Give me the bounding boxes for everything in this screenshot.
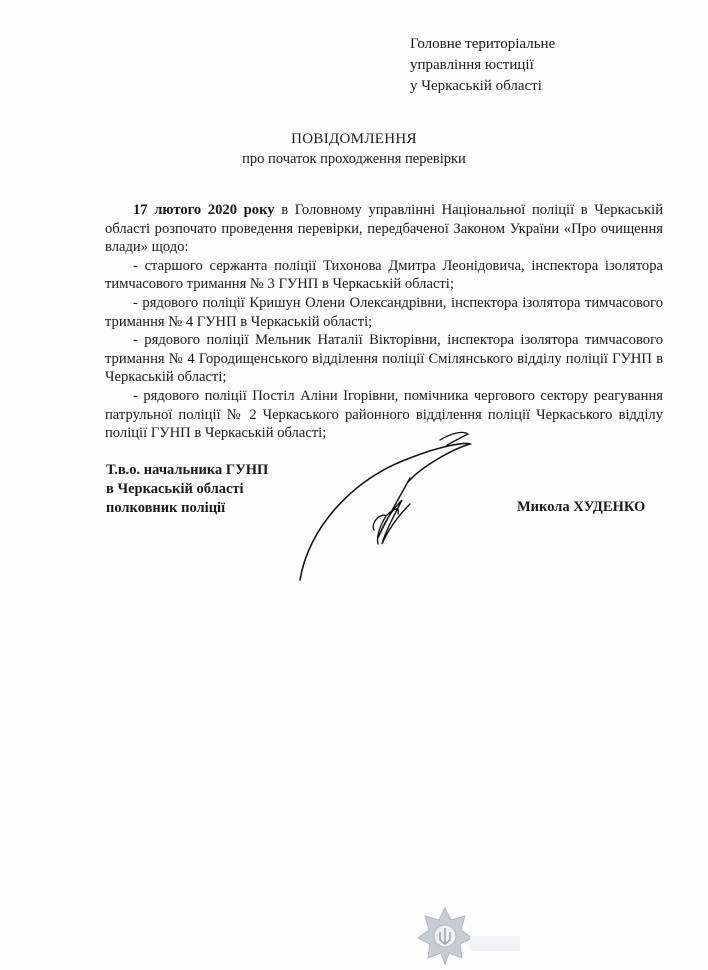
addressee-block	[410, 34, 555, 97]
document-title: ПОВІДОМЛЕННЯ	[291, 131, 417, 147]
signatory-line-1: Т.в.о. начальника ГУНП	[106, 462, 269, 478]
handwritten-signature	[290, 420, 520, 590]
signatory-line-3: полковник поліції	[106, 500, 226, 516]
addressee-line-1: Головне територіальне	[410, 36, 556, 52]
intro-date: 17 лютого 2020 року	[133, 202, 275, 218]
document-subtitle: про початок проходження перевірки	[242, 151, 466, 167]
list-item: - рядового поліції Кришун Олени Олександрівни, інспектора ізолятора тимчасового тримання № 4 ГУНП в Черкаській області;	[105, 294, 663, 330]
signatory-position	[106, 461, 268, 518]
addressee-line-2: управління юстиції	[410, 57, 534, 73]
signatory-line-2: в Черкаській області	[106, 481, 244, 497]
police-emblem-icon	[416, 906, 474, 966]
addressee-line-3: у Черкаській області	[410, 78, 542, 94]
list-item: - старшого сержанта поліції Тихонова Дмитра Леонідовича, інспектора ізолятора тимчасового тримання № 3 ГУНП в Черкаській області;	[105, 257, 663, 293]
intro-text: в Головному управлінні Національної поліції в Черкаській області розпочато проведення перевірки, передбаченої Законом України «Про очищення влади» щодо:	[105, 202, 664, 256]
list-item: - рядового поліції Постіл Аліни Ігорівни, помічника чергового сектору реагування патрульної поліції № 2 Черкаського районного відділення поліції Черкаського відділу поліції ГУНП в Черкаській області;	[105, 387, 663, 442]
intro-paragraph	[105, 201, 663, 257]
watermark-mark: ▬	[470, 906, 522, 962]
document-body	[105, 201, 663, 443]
list-item: - рядового поліції Мельник Наталії Вікторівни, інспектора ізолятора тимчасового тримання № 4 Городищенського відділення поліції Смілянського відділу поліції ГУНП в Черкаській області;	[105, 332, 663, 386]
signatory-name: Микола ХУДЕНКО	[517, 499, 646, 515]
